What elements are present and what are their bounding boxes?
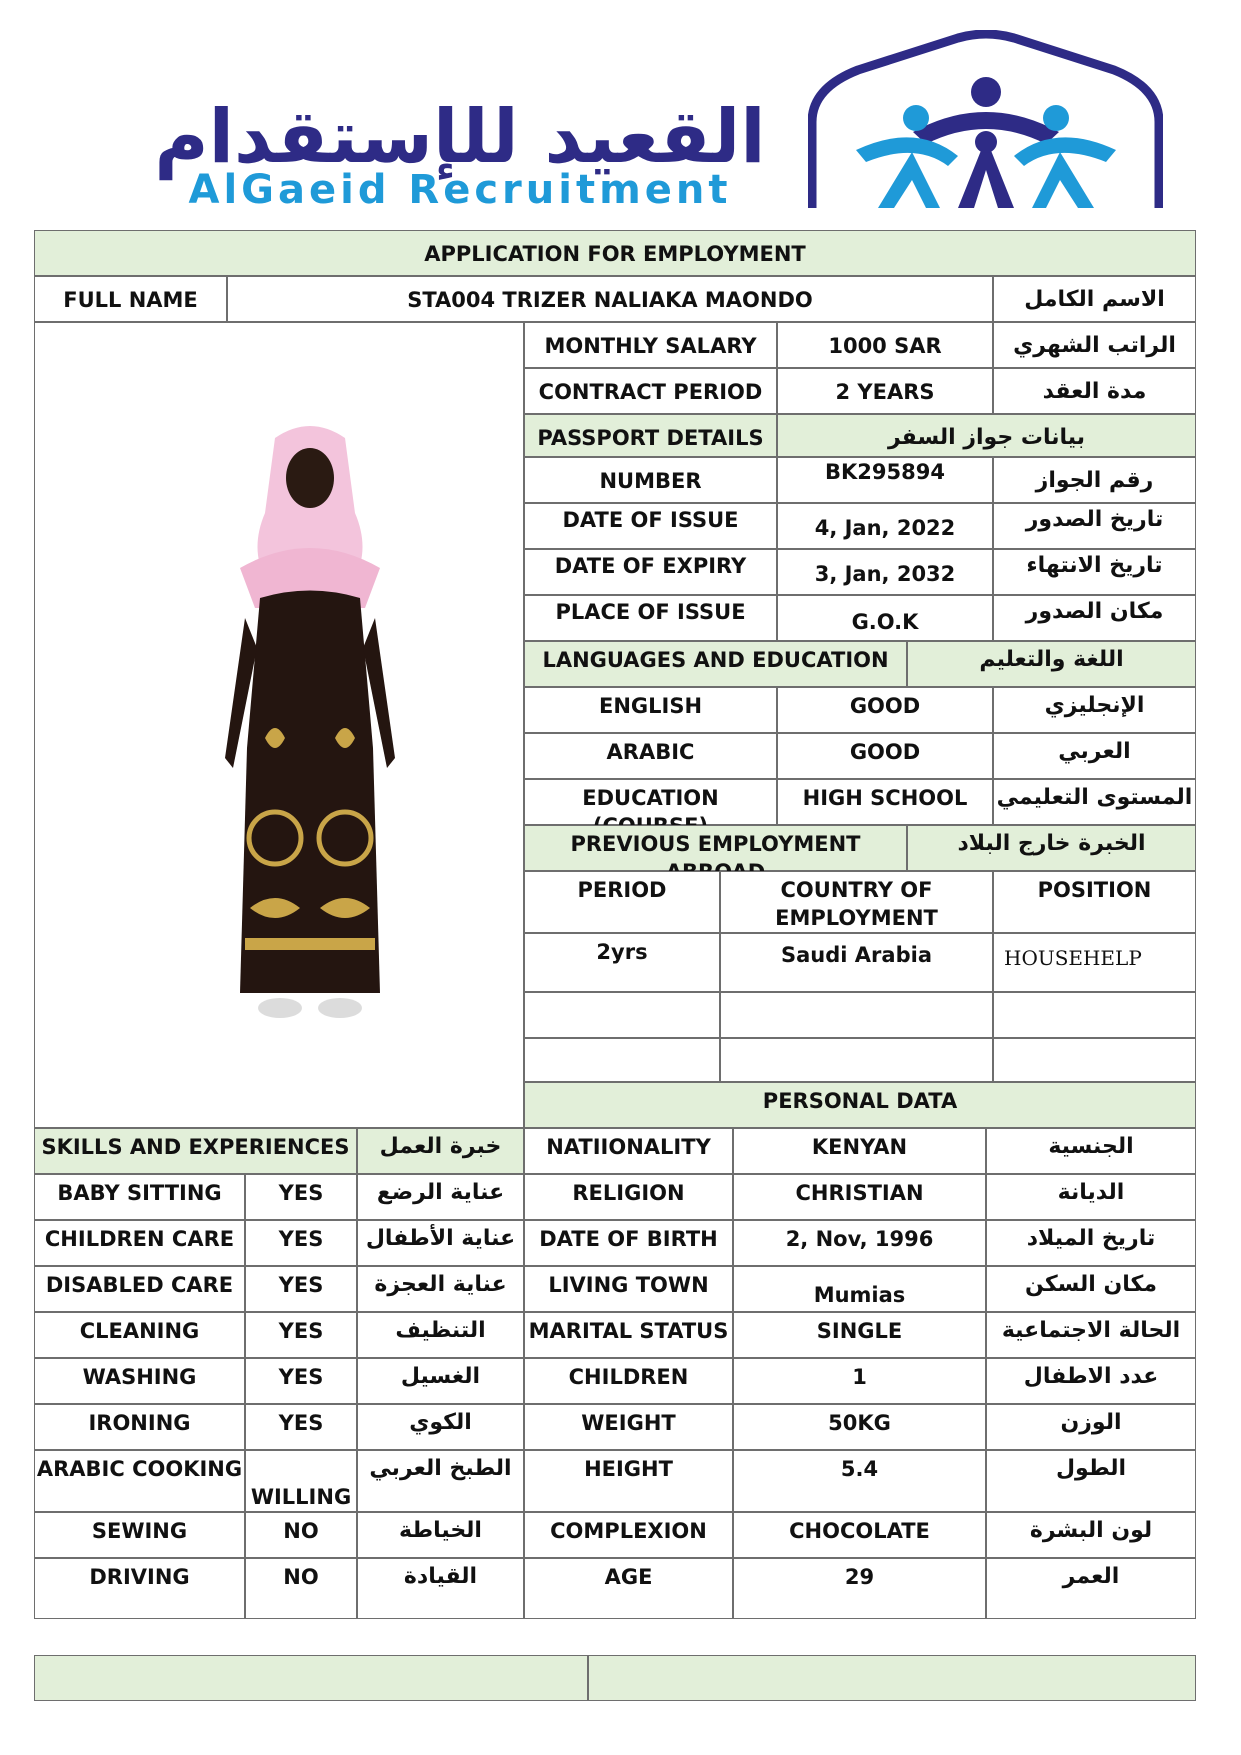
skill-label-ar: الخياطة — [357, 1512, 524, 1558]
contract-period-value: 2 YEARS — [777, 368, 993, 414]
skill-label-ar: عناية العجزة — [357, 1266, 524, 1312]
employment-position-cell: HOUSEHELP — [993, 933, 1196, 992]
languages-header-ar: اللغة والتعليم — [907, 641, 1196, 687]
skill-label: WASHING — [34, 1358, 245, 1404]
personal-value: 2, Nov, 1996 — [733, 1220, 986, 1266]
personal-label-ar: عدد الاطفال — [986, 1358, 1196, 1404]
applicant-photo — [205, 418, 415, 1028]
previous-employment-header: PREVIOUS EMPLOYMENT — [524, 825, 907, 871]
passport-number-value: BK295894 — [777, 457, 993, 503]
arabic-label: ARABIC — [524, 733, 777, 779]
skills-header: SKILLS AND EXPERIENCES — [34, 1128, 357, 1174]
form-title: APPLICATION FOR EMPLOYMENT — [34, 230, 1196, 276]
skill-value: YES — [245, 1404, 357, 1450]
date-of-expiry-label-ar: تاريخ الانتهاء — [993, 549, 1196, 595]
logo-english-text: AlGaeid Recruitment — [188, 167, 732, 213]
personal-label-ar: الوزن — [986, 1404, 1196, 1450]
date-of-issue-value: 4, Jan, 2022 — [777, 503, 993, 549]
monthly-salary-value: 1000 SAR — [777, 322, 993, 368]
personal-label: HEIGHT — [524, 1450, 733, 1512]
personal-label-ar: العمر — [986, 1558, 1196, 1619]
employment-empty-cell — [720, 992, 993, 1038]
skill-value: NO — [245, 1512, 357, 1558]
personal-label-ar: مكان السكن — [986, 1266, 1196, 1312]
employment-empty-cell — [524, 992, 720, 1038]
monthly-salary-label-ar: الراتب الشهري — [993, 322, 1196, 368]
skill-label-ar: القيادة — [357, 1558, 524, 1619]
date-of-expiry-value: 3, Jan, 2032 — [777, 549, 993, 595]
photo-cell — [34, 322, 524, 1128]
arabic-value: GOOD — [777, 733, 993, 779]
personal-label: CHILDREN — [524, 1358, 733, 1404]
date-of-expiry-label: DATE OF EXPIRY — [524, 549, 777, 595]
employment-empty-cell — [524, 1038, 720, 1082]
skill-label: DISABLED CARE — [34, 1266, 245, 1312]
people-emblem-icon — [808, 30, 1163, 210]
personal-label: COMPLEXION — [524, 1512, 733, 1558]
personal-label-ar: الديانة — [986, 1174, 1196, 1220]
personal-label: NATIIONALITY — [524, 1128, 733, 1174]
skill-label: CHILDREN CARE — [34, 1220, 245, 1266]
english-label-ar: الإنجليزي — [993, 687, 1196, 733]
skill-label-ar: عناية الرضع — [357, 1174, 524, 1220]
skill-value: YES — [245, 1220, 357, 1266]
skill-label: BABY SITTING — [34, 1174, 245, 1220]
skill-value: WILLING — [245, 1450, 357, 1512]
passport-number-label: NUMBER — [524, 457, 777, 503]
skill-label: SEWING — [34, 1512, 245, 1558]
logo-arabic-text: القعيد للإستقدام — [154, 94, 766, 180]
personal-value: CHRISTIAN — [733, 1174, 986, 1220]
column-header-period: PERIOD — [524, 871, 720, 933]
skill-value: YES — [245, 1266, 357, 1312]
skill-label-ar: التنظيف — [357, 1312, 524, 1358]
personal-value: 50KG — [733, 1404, 986, 1450]
personal-value: 1 — [733, 1358, 986, 1404]
contract-period-label: CONTRACT PERIOD — [524, 368, 777, 414]
footer-cell-right — [588, 1655, 1196, 1701]
skill-value: NO — [245, 1558, 357, 1619]
personal-label-ar: الجنسية — [986, 1128, 1196, 1174]
place-of-issue-label-ar: مكان الصدور — [993, 595, 1196, 641]
employment-empty-cell — [720, 1038, 993, 1082]
skill-value: YES — [245, 1174, 357, 1220]
footer-cell-left — [34, 1655, 588, 1701]
personal-label: DATE OF BIRTH — [524, 1220, 733, 1266]
english-label: ENGLISH — [524, 687, 777, 733]
full-name-label: FULL NAME — [34, 276, 227, 322]
place-of-issue-label: PLACE OF ISSUE — [524, 595, 777, 641]
skill-label-ar: الكوي — [357, 1404, 524, 1450]
personal-value: SINGLE — [733, 1312, 986, 1358]
personal-value: KENYAN — [733, 1128, 986, 1174]
skill-label-ar: الغسيل — [357, 1358, 524, 1404]
place-of-issue-value: G.O.K — [777, 595, 993, 641]
skill-label: IRONING — [34, 1404, 245, 1450]
skill-value: YES — [245, 1312, 357, 1358]
column-header-country: COUNTRY OF EMPLOYMENT — [720, 871, 993, 933]
employment-period-cell: 2yrs — [524, 933, 720, 992]
contract-period-label-ar: مدة العقد — [993, 368, 1196, 414]
personal-label-ar: تاريخ الميلاد — [986, 1220, 1196, 1266]
skill-label: ARABIC COOKING — [34, 1450, 245, 1512]
previous-employment-header-ar: الخبرة خارج البلاد — [907, 825, 1196, 871]
personal-label: MARITAL STATUS — [524, 1312, 733, 1358]
full-name-label-ar: الاسم الكامل — [993, 276, 1196, 322]
personal-value: 29 — [733, 1558, 986, 1619]
passport-details-header: PASSPORT DETAILS — [524, 414, 777, 457]
skill-label-ar: عناية الأطفال — [357, 1220, 524, 1266]
personal-value: Mumias — [733, 1266, 986, 1312]
personal-value: CHOCOLATE — [733, 1512, 986, 1558]
employment-empty-cell — [993, 992, 1196, 1038]
personal-label-ar: الحالة الاجتماعية — [986, 1312, 1196, 1358]
skill-label: CLEANING — [34, 1312, 245, 1358]
personal-label: RELIGION — [524, 1174, 733, 1220]
date-of-issue-label: DATE OF ISSUE — [524, 503, 777, 549]
monthly-salary-label: MONTHLY SALARY — [524, 322, 777, 368]
passport-number-label-ar: رقم الجواز — [993, 457, 1196, 503]
personal-label: WEIGHT — [524, 1404, 733, 1450]
english-value: GOOD — [777, 687, 993, 733]
personal-label: LIVING TOWN — [524, 1266, 733, 1312]
education-value: HIGH SCHOOL — [777, 779, 993, 825]
column-header-position: POSITION — [993, 871, 1196, 933]
employment-country-cell: Saudi Arabia — [720, 933, 993, 992]
skill-label: DRIVING — [34, 1558, 245, 1619]
personal-label-ar: لون البشرة — [986, 1512, 1196, 1558]
education-label-ar: المستوى التعليمي — [993, 779, 1196, 825]
date-of-issue-label-ar: تاريخ الصدور — [993, 503, 1196, 549]
personal-label-ar: الطول — [986, 1450, 1196, 1512]
passport-details-header-ar: بيانات جواز السفر — [777, 414, 1196, 457]
skill-label-ar: الطبخ العربي — [357, 1450, 524, 1512]
personal-label: AGE — [524, 1558, 733, 1619]
full-name-value: STA004 TRIZER NALIAKA MAONDO — [227, 276, 993, 322]
arabic-label-ar: العربي — [993, 733, 1196, 779]
languages-header: LANGUAGES AND EDUCATION — [524, 641, 907, 687]
personal-value: 5.4 — [733, 1450, 986, 1512]
personal-data-header: PERSONAL DATA — [524, 1082, 1196, 1128]
employment-empty-cell — [993, 1038, 1196, 1082]
skills-header-ar: خبرة العمل — [357, 1128, 524, 1174]
skill-value: YES — [245, 1358, 357, 1404]
company-logo — [0, 0, 1241, 225]
education-label: EDUCATION — [524, 779, 777, 825]
